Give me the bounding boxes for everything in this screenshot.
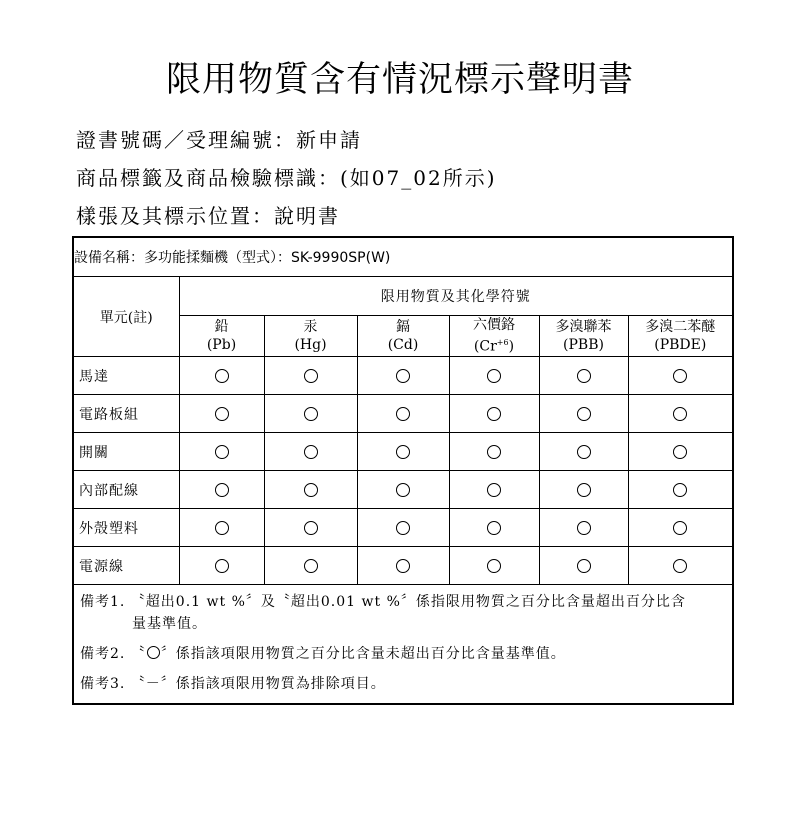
substance-header [179, 316, 264, 357]
note-1-line-1: 備考1. 〝超出0.1 wt %〞及〝超出0.01 wt %〞係指限用物質之百分比含量超出百分比含 [80, 594, 686, 610]
note-2-suffix: 〞係指該項限用物質之百分比含量未超出百分比含量基準值。 [160, 646, 566, 662]
table-body [73, 357, 733, 585]
compliance-cell [357, 547, 449, 585]
component-name: 電源線 [73, 547, 179, 585]
circle-mark-icon [215, 445, 229, 459]
substance-symbol [450, 334, 539, 356]
circle-mark-icon [304, 559, 318, 573]
symbol-superscript: +6 [496, 338, 509, 348]
compliance-cell [449, 509, 539, 547]
circle-mark-icon [577, 369, 591, 383]
substance-header [539, 316, 628, 357]
substance-name: 鉛 [214, 319, 229, 335]
compliance-cell [179, 395, 264, 433]
compliance-cell [628, 433, 733, 471]
circle-mark-icon [487, 521, 501, 535]
substance-header [449, 316, 539, 357]
compliance-cell [357, 433, 449, 471]
note-1-line-2: 量基準值。 [132, 616, 207, 632]
compliance-cell [539, 509, 628, 547]
product-label-line: 商品標籤及商品檢驗標識：(如07_02所示) [76, 166, 497, 190]
circle-mark-icon [577, 445, 591, 459]
circle-mark-icon [304, 483, 318, 497]
header-row-1 [73, 277, 733, 316]
substance-group-header: 限用物質及其化學符號 [179, 277, 733, 316]
substance-header [264, 316, 357, 357]
compliance-cell [449, 357, 539, 395]
substance-name: 多溴二苯醚 [645, 319, 716, 335]
compliance-cell [628, 471, 733, 509]
circle-mark-icon [304, 445, 318, 459]
circle-mark-icon [673, 445, 687, 459]
circle-mark-icon [396, 521, 410, 535]
table-row [73, 395, 733, 433]
compliance-cell [179, 433, 264, 471]
substance-symbol [180, 336, 264, 354]
component-name: 內部配線 [73, 471, 179, 509]
circle-mark-icon [304, 521, 318, 535]
substance-name: 汞 [303, 319, 318, 335]
device-row [73, 237, 733, 277]
table-row [73, 509, 733, 547]
circle-mark-icon [396, 559, 410, 573]
substance-header [628, 316, 733, 357]
compliance-cell [628, 357, 733, 395]
component-name: 開關 [73, 433, 179, 471]
substance-name: 六價鉻 [473, 317, 515, 334]
note-2-prefix: 備考2. 〝 [80, 646, 146, 662]
circle-mark-icon [673, 559, 687, 573]
compliance-cell [264, 395, 357, 433]
table-row [73, 471, 733, 509]
circle-mark-icon [673, 369, 687, 383]
compliance-cell [264, 509, 357, 547]
circle-mark-icon [396, 483, 410, 497]
circle-mark-icon [396, 445, 410, 459]
symbol-text: (PBB) [563, 337, 604, 353]
symbol-text: (Hg) [294, 337, 327, 353]
circle-mark-icon [577, 407, 591, 421]
symbol-text-end: ) [508, 338, 515, 355]
circle-mark-icon [577, 483, 591, 497]
circle-mark-icon [304, 407, 318, 421]
symbol-text: (PBDE) [654, 337, 707, 353]
compliance-cell [179, 357, 264, 395]
table-row [73, 433, 733, 471]
component-name: 馬達 [73, 357, 179, 395]
substance-symbol [629, 336, 733, 354]
notes-cell [73, 585, 733, 705]
circle-mark-icon [487, 483, 501, 497]
circle-mark-icon [487, 369, 501, 383]
table-row [73, 547, 733, 585]
circle-mark-icon [673, 407, 687, 421]
compliance-cell [357, 471, 449, 509]
note-1 [80, 591, 726, 635]
symbol-text: (Pb) [206, 337, 237, 353]
substance-name: 鎘 [396, 319, 410, 335]
symbol-text: (Cd) [387, 337, 419, 353]
circle-mark-icon [215, 369, 229, 383]
compliance-cell [357, 395, 449, 433]
note-2 [80, 643, 726, 665]
compliance-cell [449, 471, 539, 509]
compliance-cell [449, 547, 539, 585]
substance-name: 多溴聯苯 [555, 319, 612, 335]
compliance-cell [264, 357, 357, 395]
compliance-cell [179, 547, 264, 585]
compliance-cell [449, 395, 539, 433]
circle-mark-icon [215, 407, 229, 421]
device-label: 設備名稱：多功能揉麵機（型式）： [74, 250, 291, 266]
circle-mark-icon [304, 369, 318, 383]
circle-mark-icon [215, 483, 229, 497]
circle-mark-icon [577, 521, 591, 535]
compliance-cell [539, 395, 628, 433]
compliance-cell [539, 433, 628, 471]
substance-symbol [540, 336, 628, 354]
unit-header: 單元(註) [73, 277, 179, 357]
compliance-cell [179, 471, 264, 509]
notes-row [73, 585, 733, 705]
compliance-cell [628, 547, 733, 585]
circle-mark-icon [577, 559, 591, 573]
compliance-cell [628, 509, 733, 547]
compliance-cell [628, 395, 733, 433]
circle-mark-icon [673, 483, 687, 497]
device-name-cell [73, 237, 733, 277]
substance-symbol [358, 336, 449, 354]
component-name: 電路板組 [73, 395, 179, 433]
compliance-cell [264, 471, 357, 509]
component-name: 外殼塑料 [73, 509, 179, 547]
compliance-cell [539, 357, 628, 395]
note-3: 備考3. 〝－〞係指該項限用物質為排除項目。 [80, 676, 386, 692]
compliance-cell [539, 471, 628, 509]
circle-mark-icon [215, 559, 229, 573]
circle-mark-icon [487, 559, 501, 573]
circle-mark-icon [147, 646, 160, 659]
circle-mark-icon [487, 445, 501, 459]
device-model: SK-9990SP(W) [291, 250, 391, 266]
circle-mark-icon [396, 369, 410, 383]
circle-mark-icon [487, 407, 501, 421]
compliance-cell [264, 547, 357, 585]
compliance-cell [264, 433, 357, 471]
compliance-cell [179, 509, 264, 547]
circle-mark-icon [215, 521, 229, 535]
symbol-text: (Cr [473, 338, 497, 355]
compliance-cell [539, 547, 628, 585]
table-row [73, 357, 733, 395]
restricted-substances-table [72, 236, 734, 705]
compliance-cell [357, 509, 449, 547]
page-title: 限用物質含有情況標示聲明書 [165, 60, 634, 100]
substance-header [357, 316, 449, 357]
compliance-cell [449, 433, 539, 471]
substance-symbol [265, 336, 357, 354]
compliance-cell [357, 357, 449, 395]
sample-position-line: 樣張及其標示位置：說明書 [76, 204, 340, 228]
certificate-number-line: 證書號碼／受理編號：新申請 [76, 128, 362, 152]
circle-mark-icon [673, 521, 687, 535]
circle-mark-icon [396, 407, 410, 421]
